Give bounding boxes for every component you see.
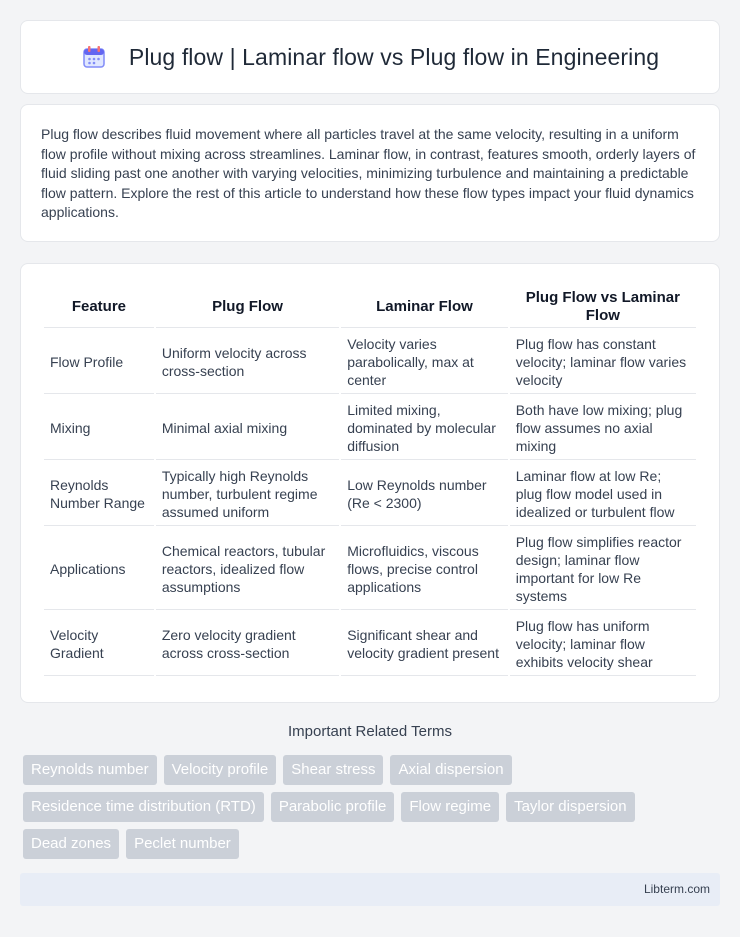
table-row <box>44 396 696 460</box>
tag-shear-stress[interactable]: Shear stress <box>283 755 383 785</box>
header-comparison: Plug Flow vs Laminar Flow <box>510 286 696 328</box>
tag-reynolds-number[interactable]: Reynolds number <box>23 755 157 785</box>
cell-laminar-flow: Limited mixing, dominated by molecular diffusion <box>341 396 508 460</box>
related-terms-list <box>23 755 723 866</box>
cell-feature: Reynolds Number Range <box>44 462 154 526</box>
comparison-table <box>42 284 698 678</box>
intro-paragraph: Plug flow describes fluid movement where all particles travel at the same velocity, resulting in a uniform flow profile without mixing across streamlines. Laminar flow, in contrast, features smooth, orderly layers of fluid sliding past one another with varying velocities, minimizing turbulence and maintaining a predictable flow pattern. Explore the rest of this article to understand how these flow types impact your fluid dynamics applications. <box>41 126 696 220</box>
intro-card <box>20 104 720 242</box>
tag-row <box>23 755 723 785</box>
cell-comparison: Plug flow has constant velocity; laminar flow varies velocity <box>510 330 696 394</box>
cell-comparison: Plug flow simplifies reactor design; laminar flow important for low Re systems <box>510 528 696 610</box>
cell-comparison: Plug flow has uniform velocity; laminar flow exhibits velocity shear <box>510 612 696 676</box>
footer <box>20 873 720 906</box>
tag-row <box>23 792 723 822</box>
cell-comparison: Laminar flow at low Re; plug flow model used in idealized or turbulent flow <box>510 462 696 526</box>
comparison-table-card <box>20 263 720 703</box>
table-row <box>44 330 696 394</box>
related-terms-heading: Important Related Terms <box>288 723 452 740</box>
table-header-row <box>44 286 696 328</box>
cell-feature: Flow Profile <box>44 330 154 394</box>
header-card <box>20 20 720 94</box>
tag-flow-regime[interactable]: Flow regime <box>401 792 499 822</box>
cell-feature: Velocity Gradient <box>44 612 154 676</box>
cell-laminar-flow: Low Reynolds number (Re < 2300) <box>341 462 508 526</box>
cell-plug-flow: Typically high Reynolds number, turbulent regime assumed uniform <box>156 462 339 526</box>
tag-parabolic-profile[interactable]: Parabolic profile <box>271 792 395 822</box>
cell-plug-flow: Uniform velocity across cross-section <box>156 330 339 394</box>
tag-axial-dispersion[interactable]: Axial dispersion <box>390 755 511 785</box>
cell-plug-flow: Chemical reactors, tubular reactors, idealized flow assumptions <box>156 528 339 610</box>
tag-velocity-profile[interactable]: Velocity profile <box>164 755 277 785</box>
cell-plug-flow: Minimal axial mixing <box>156 396 339 460</box>
cell-feature: Mixing <box>44 396 154 460</box>
header-laminar-flow: Laminar Flow <box>341 286 508 328</box>
tag-taylor-dispersion[interactable]: Taylor dispersion <box>506 792 635 822</box>
header-feature: Feature <box>44 286 154 328</box>
cell-comparison: Both have low mixing; plug flow assumes no axial mixing <box>510 396 696 460</box>
cell-laminar-flow: Microfluidics, viscous flows, precise control applications <box>341 528 508 610</box>
footer-site-link[interactable]: Libterm.com <box>643 882 710 896</box>
page-title: Plug flow | Laminar flow vs Plug flow in Engineering <box>128 43 660 70</box>
cell-laminar-flow: Significant shear and velocity gradient present <box>341 612 508 676</box>
cell-plug-flow: Zero velocity gradient across cross-section <box>156 612 339 676</box>
cell-feature: Applications <box>44 528 154 610</box>
table-row <box>44 462 696 526</box>
cell-laminar-flow: Velocity varies parabolically, max at center <box>341 330 508 394</box>
calendar-icon <box>81 44 107 70</box>
tag-dead-zones[interactable]: Dead zones <box>23 829 119 859</box>
tag-residence-time-distribution[interactable]: Residence time distribution (RTD) <box>23 792 264 822</box>
tag-row <box>23 829 723 859</box>
table-row <box>44 528 696 610</box>
table-row <box>44 612 696 676</box>
tag-peclet-number[interactable]: Peclet number <box>126 829 239 859</box>
header-plug-flow: Plug Flow <box>156 286 339 328</box>
